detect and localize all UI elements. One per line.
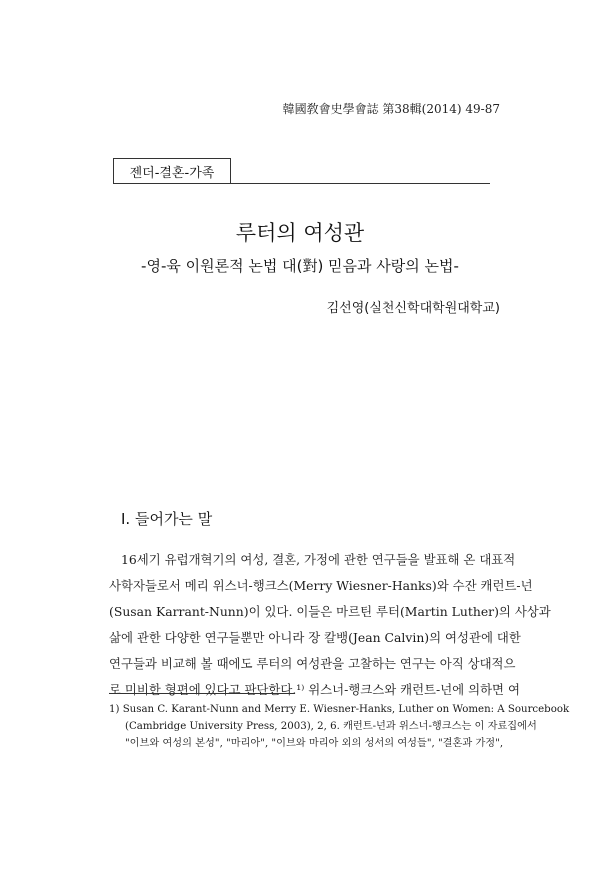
- body-line: 사학자들로서 메리 위스너-행크스(Merry Wiesner-Hanks)와 수잔 캐런트-넌: [109, 578, 533, 593]
- body-line: 삶에 관한 다양한 연구들뿐만 아니라 장 칼뱅(Jean Calvin)의 여성관에 대한: [109, 630, 521, 645]
- article-subtitle: -영-육 이원론적 논법 대(對) 믿음과 사랑의 논법-: [141, 257, 459, 275]
- footnote: [109, 701, 570, 752]
- footnote-divider: [109, 693, 295, 694]
- article-title: 루터의 여성관: [235, 221, 365, 245]
- footnote-line: 1) Susan C. Karant-Nunn and Merry E. Wiesner-Hanks, Luther on Women: A Sourcebook: [109, 704, 570, 715]
- body-line: 16세기 유럽개혁기의 여성, 결혼, 가정에 관한 연구들을 발표해 온 대표적: [121, 552, 516, 567]
- body-line: (Susan Karrant-Nunn)이 있다. 이들은 마르틴 루터(Martin Luther)의 사상과: [109, 604, 551, 619]
- journal-header: 韓國敎會史學會誌 第38輯(2014) 49-87: [282, 102, 500, 116]
- section-heading: I. 들어가는 말: [121, 510, 213, 528]
- section-category-label: 젠더-결혼-가족: [113, 158, 231, 184]
- body-line: 로 미비한 형편에 있다고 판단한다.¹⁾ 위스너-행크스와 캐런트-넌에 의하면 여: [109, 682, 520, 697]
- body-paragraph: [109, 547, 551, 703]
- footnote-line: (Cambridge University Press, 2003), 2, 6. 캐런트-넌과 위스너-행크스는 이 자료집에서: [125, 721, 537, 732]
- footnote-line: "이브와 여성의 본성", "마리아", "이브와 마리아 외의 성서의 여성들", "결혼과 가정",: [125, 738, 504, 749]
- section-divider: [113, 183, 490, 184]
- body-line: 연구들과 비교해 볼 때에도 루터의 여성관을 고찰하는 연구는 아직 상대적으: [109, 656, 516, 671]
- article-author: 김선영(실천신학대학원대학교): [326, 301, 500, 316]
